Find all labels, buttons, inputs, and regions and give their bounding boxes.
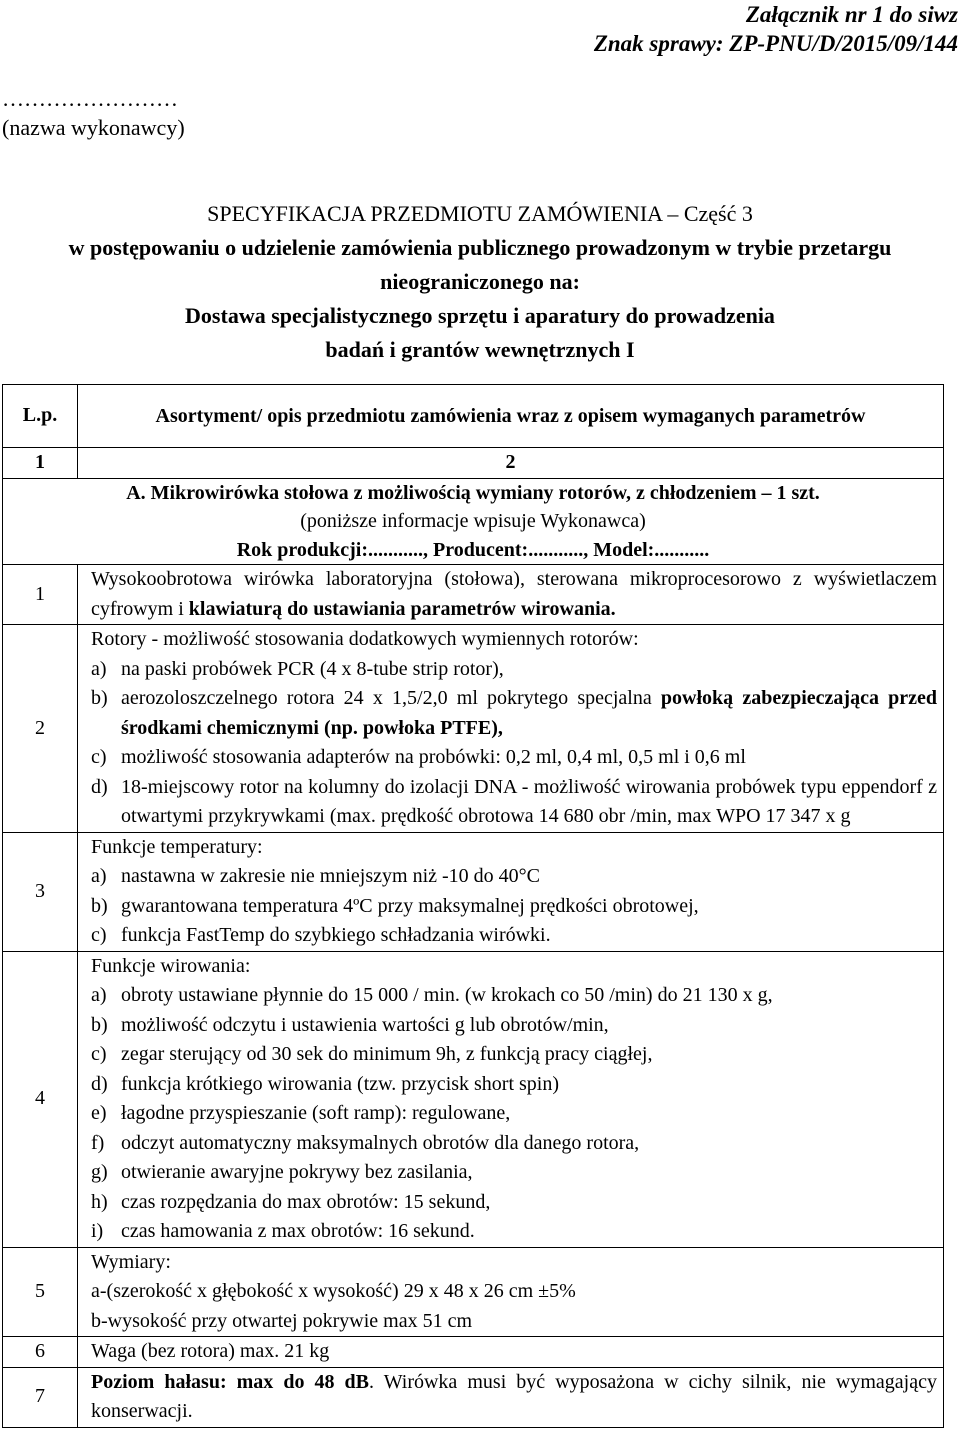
col-lp-header: L.p. (3, 385, 78, 448)
table-row (3, 1337, 944, 1368)
title-line-5: badań i grantów wewnętrznych I (325, 337, 635, 362)
title-line-1: SPECYFIKACJA PRZEDMIOTU ZAMÓWIENIA – Część 3 (207, 201, 753, 226)
item-letter: a) (91, 984, 107, 1006)
table-row (3, 625, 944, 833)
list-item (91, 773, 937, 832)
section-cell (3, 478, 944, 565)
item-letter: c) (91, 1043, 107, 1065)
table-row (3, 1247, 944, 1337)
row-lp: 6 (3, 1337, 78, 1368)
row-item-list (91, 862, 937, 951)
specification-table (2, 384, 944, 1428)
row-text-bold: klawiaturą do ustawiania parametrów wirowania. (188, 597, 616, 620)
section-fields: Rok produkcji:..........., Producent:..........., Model:........... (236, 538, 710, 561)
section-title: A. Mikrowirówka stołowa z możliwością wymiany rotorów, z chłodzeniem – 1 szt. (126, 481, 820, 504)
item-letter: c) (91, 924, 107, 946)
list-item (91, 1070, 937, 1100)
row-line: Wymiary: (91, 1250, 171, 1273)
list-item (91, 655, 937, 685)
row-description (78, 1247, 944, 1337)
table-row (3, 832, 944, 951)
row-description (78, 565, 944, 625)
table-header-row (3, 385, 944, 448)
item-letter: b) (91, 687, 108, 709)
item-letter: i) (91, 1220, 104, 1242)
list-item (91, 981, 937, 1011)
row-text: . Wirówka musi być wyposażona w cichy silnik, nie wymagający konserwacji. (91, 1370, 937, 1422)
contractor-block (2, 84, 185, 142)
item-text-wrap (121, 684, 937, 743)
list-item (91, 743, 937, 773)
item-text: funkcja FastTemp do szybkiego schładzania wirówki. (121, 924, 551, 946)
item-letter: g) (91, 1161, 108, 1183)
item-text: łagodne przyspieszanie (soft ramp): regulowane, (121, 1102, 511, 1124)
table-row (3, 565, 944, 625)
case-reference: Znak sprawy: ZP-PNU/D/2015/09/144 (593, 31, 958, 56)
row-lp: 4 (3, 951, 78, 1247)
row-lp: 3 (3, 832, 78, 951)
row-heading: Funkcje wirowania: (91, 954, 251, 977)
item-text: możliwość odczytu i ustawienia wartości g lub obrotów/min, (121, 1013, 609, 1036)
col-number-1: 1 (3, 448, 78, 479)
title-line-2: w postępowaniu o udzielenie zamówienia publicznego prowadzonym w trybie przetargu (68, 235, 892, 260)
item-letter: d) (91, 1072, 108, 1095)
item-text: czas rozpędzania do max obrotów: 15 sekund, (121, 1190, 491, 1213)
row-item-list (91, 655, 937, 832)
contractor-label: (nazwa wykonawcy) (2, 115, 185, 140)
item-text: obroty ustawiane płynnie do 15 000 / min. (w krokach co 50 /min) do 21 130 x g, (121, 984, 773, 1006)
row-heading: Rotory - możliwość stosowania dodatkowych wymiennych rotorów: (91, 628, 639, 650)
item-text: otwieranie awaryjne pokrywy bez zasilania, (121, 1161, 473, 1183)
row-line: a-(szerokość x głębokość x wysokość) 29 x 48 x 26 cm ±5% (91, 1280, 576, 1302)
section-note: (poniższe informacje wpisuje Wykonawca) (300, 510, 646, 532)
list-item (91, 1040, 937, 1070)
item-letter: a) (91, 657, 107, 680)
row-heading: Funkcje temperatury: (91, 835, 263, 858)
row-lp: 7 (3, 1367, 78, 1427)
item-letter: h) (91, 1190, 108, 1213)
table-row (3, 1367, 944, 1427)
row-text: Wysokoobrotowa wirówka laboratoryjna (stołowa), sterowana mikroprocesorowo z wyświetlaczem cyfrowym i (91, 568, 937, 620)
item-letter: e) (91, 1102, 107, 1124)
contractor-dots: …………………… (2, 86, 178, 111)
row-lp: 5 (3, 1247, 78, 1337)
document-title (0, 197, 960, 367)
row-description: Waga (bez rotora) max. 21 kg (78, 1337, 944, 1368)
row-description (78, 625, 944, 833)
item-text: możliwość stosowania adapterów na probówki: 0,2 ml, 0,4 ml, 0,5 ml i 0,6 ml (121, 746, 746, 768)
item-text: zegar sterujący od 30 sek do minimum 9h, z funkcją pracy ciągłej, (121, 1043, 653, 1065)
title-line-3: nieograniczonego na: (380, 269, 580, 294)
list-item (91, 1099, 937, 1129)
table-row (3, 951, 944, 1247)
list-item (91, 892, 937, 922)
item-text-bold: powłoką zabezpieczająca przed środkami chemicznymi (np. powłoka PTFE), (121, 687, 937, 739)
list-item (91, 1011, 937, 1041)
row-lp: 2 (3, 625, 78, 833)
col-description-header: Asortyment/ opis przedmiotu zamówienia wraz z opisem wymaganych parametrów (78, 385, 944, 448)
list-item (91, 862, 937, 892)
attachment-label: Załącznik nr 1 do siwz (745, 2, 958, 27)
item-letter: f) (91, 1131, 105, 1154)
item-text: czas hamowania z max obrotów: 16 sekund. (121, 1220, 475, 1242)
item-text: nastawna w zakresie nie mniejszym niż -10 do 40°C (121, 865, 540, 887)
item-letter: b) (91, 1013, 108, 1036)
list-item (91, 921, 937, 951)
item-text: na paski probówek PCR (4 x 8-tube strip rotor), (121, 657, 504, 680)
row-description (78, 832, 944, 951)
row-description (78, 951, 944, 1247)
list-item (91, 684, 937, 743)
col-number-2: 2 (78, 448, 944, 479)
list-item (91, 1188, 937, 1218)
item-text: 18-miejscowy rotor na kolumny do izolacji DNA - możliwość wirowania probówek typu eppendorf z otwartymi przykrywkami (max. prędkość obrotowa 14 680 obr /min, max WPO 17 347 x g (121, 775, 937, 827)
item-letter: a) (91, 865, 107, 887)
title-line-4: Dostawa specjalistycznego sprzętu i aparatury do prowadzenia (185, 303, 775, 328)
item-text: funkcja krótkiego wirowania (tzw. przycisk short spin) (121, 1072, 560, 1095)
row-text-bold: Poziom hałasu: max do 48 dB (91, 1370, 370, 1393)
row-item-list (91, 981, 937, 1247)
list-item (91, 1129, 937, 1159)
row-lp: 1 (3, 565, 78, 625)
row-line: b-wysokość przy otwartej pokrywie max 51 cm (91, 1309, 473, 1332)
section-row (3, 478, 944, 565)
item-letter: d) (91, 775, 108, 798)
list-item (91, 1217, 937, 1247)
list-item (91, 1158, 937, 1188)
table-number-row (3, 448, 944, 479)
row-description (78, 1367, 944, 1427)
item-text: aerozoloszczelnego rotora 24 x 1,5/2,0 ml pokrytego specjalna (121, 687, 661, 709)
item-letter: c) (91, 746, 107, 768)
document-header-right (594, 0, 958, 58)
item-text: odczyt automatyczny maksymalnych obrotów dla danego rotora, (121, 1131, 640, 1154)
item-letter: b) (91, 894, 108, 917)
item-text: gwarantowana temperatura 4ºC przy maksymalnej prędkości obrotowej, (121, 894, 699, 917)
